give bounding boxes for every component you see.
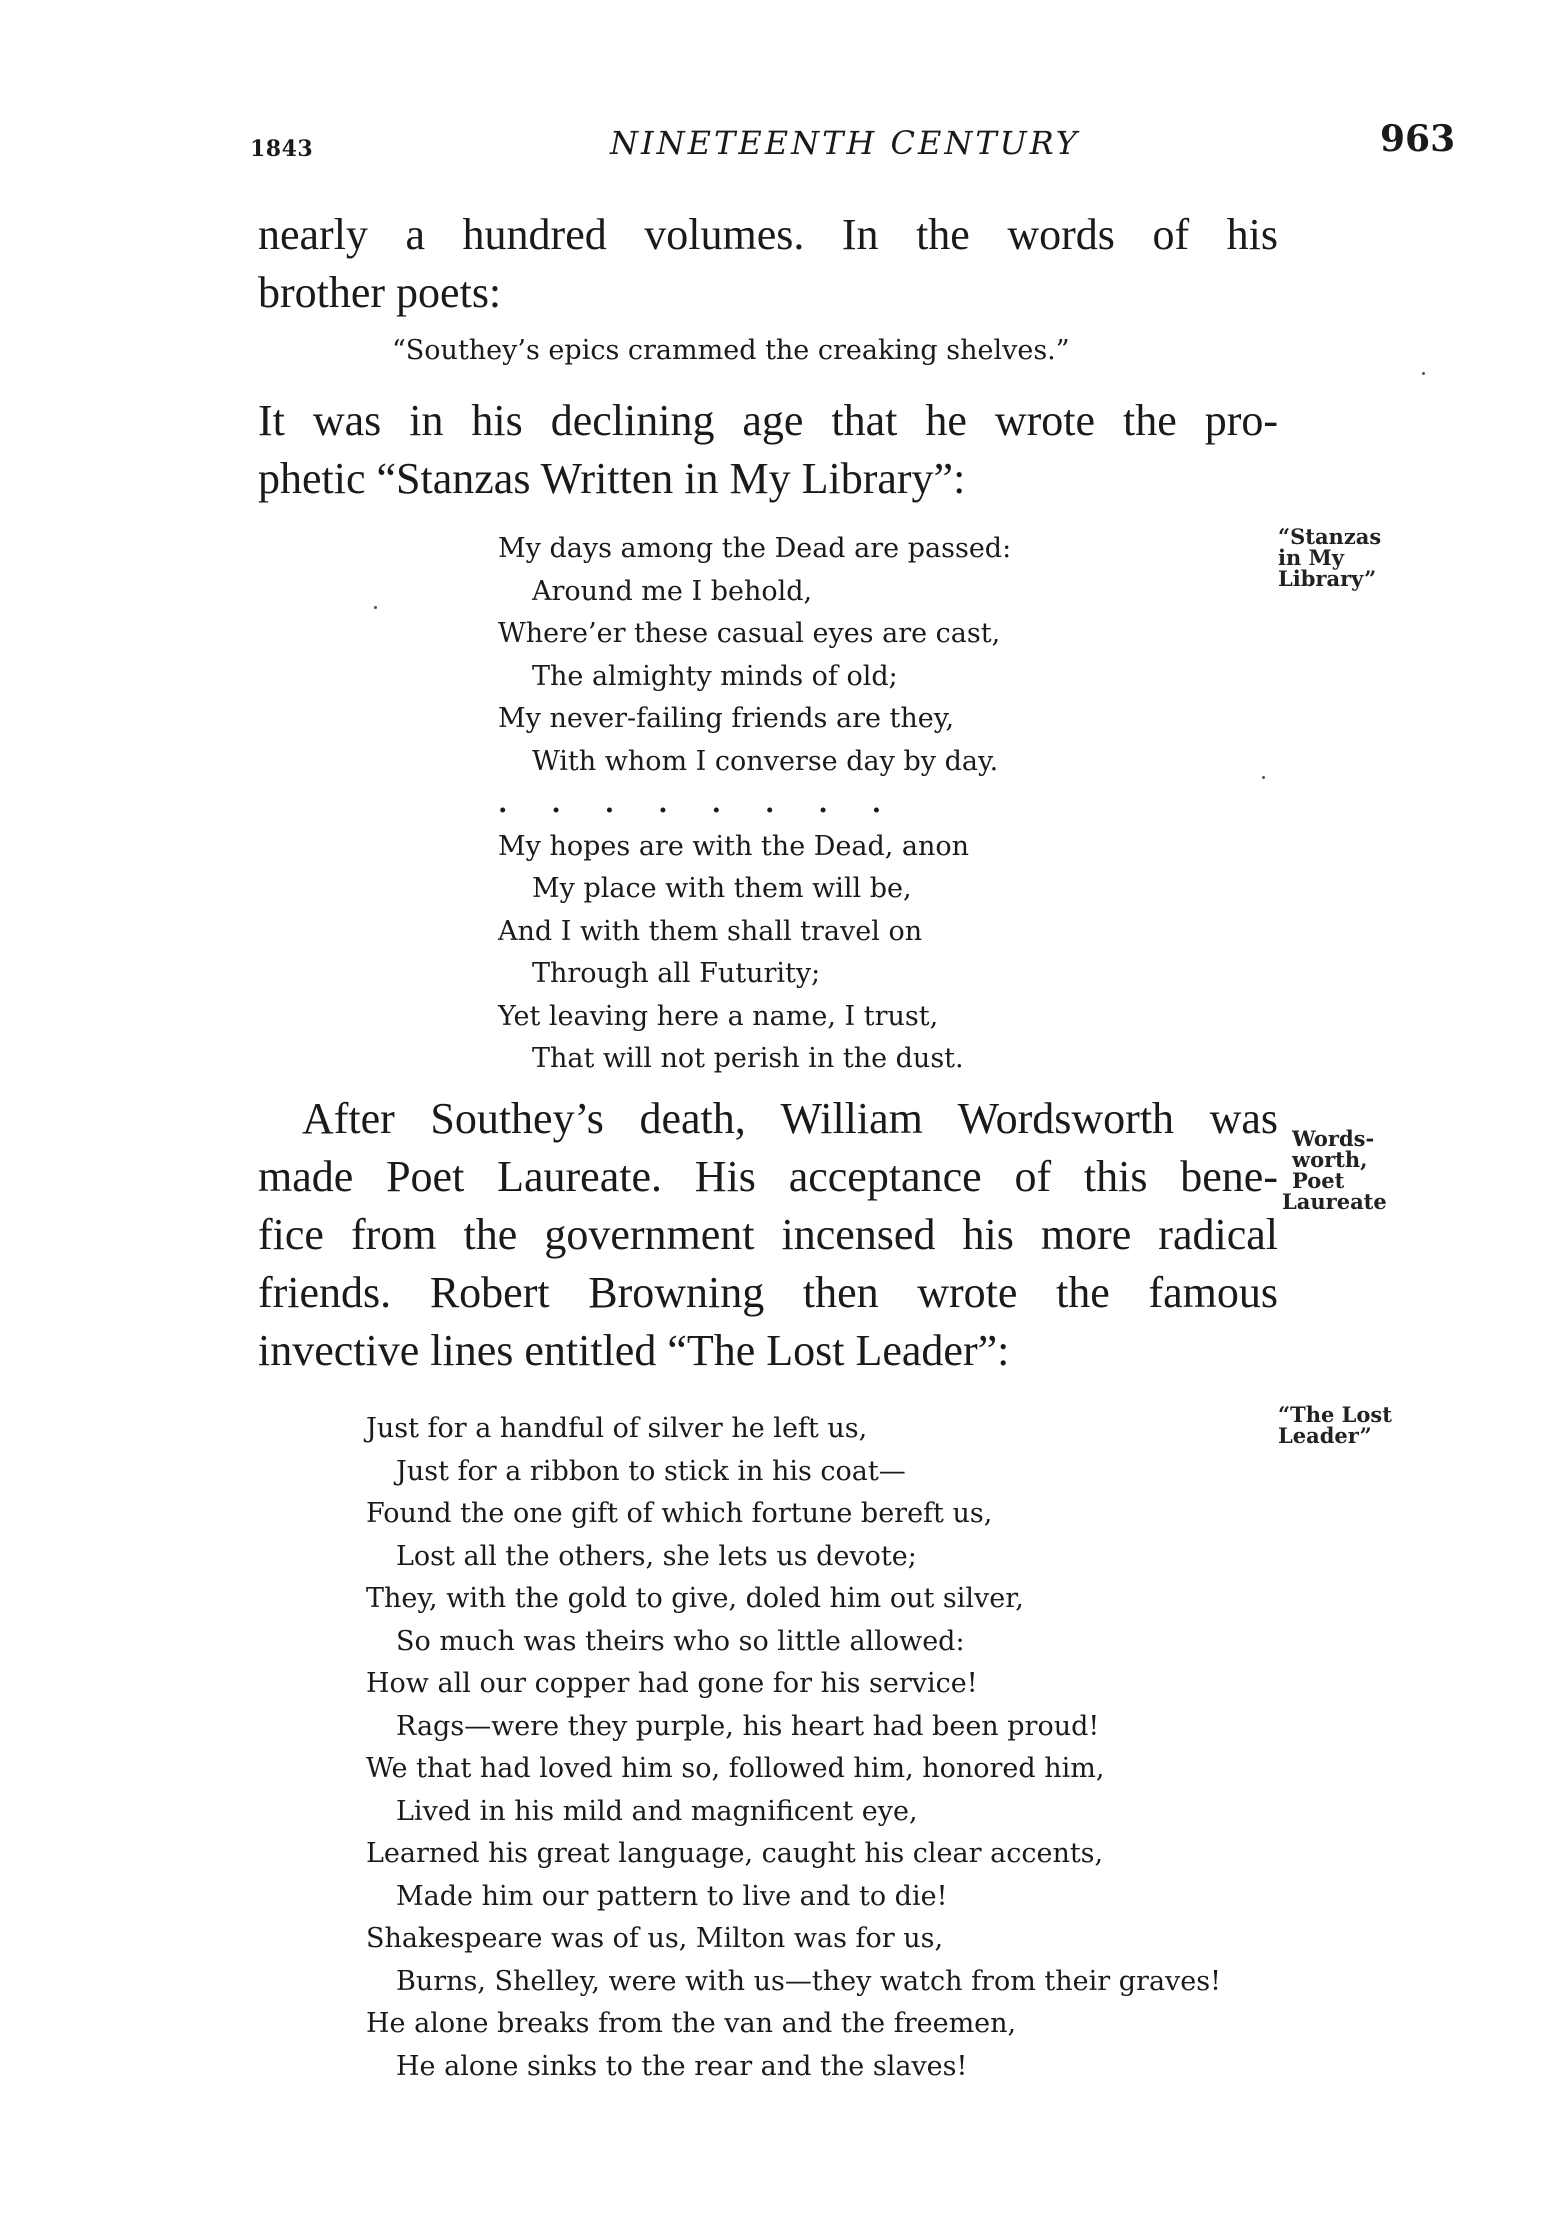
poem-line: Around me I behold, [532,575,813,607]
poem-line: Lived in his mild and magnificent eye, [396,1795,918,1827]
margin-note-lost-leader [1278,1404,1392,1446]
poem-line: My place with them will be, [532,873,912,904]
poem-line: Lost all the others, she lets us devote; [396,1540,917,1572]
poem-line: Learned his great language, caught his clear accents, [366,1838,1104,1869]
poem-line: He alone breaks from the van and the freemen, [366,2008,1017,2039]
poem-line: Where’er these casual eyes are cast, [498,618,1001,649]
paragraph-wordsworth [258,1090,1278,1380]
poem-line: Just for a ribbon to stick in his coat— [396,1455,906,1487]
poem-line: Through all Futurity; [532,958,821,989]
paragraph-stanzas-intro [258,392,1278,508]
poem-line: Just for a handful of silver he left us, [366,1413,868,1444]
margin-note-line: “The Lost [1278,1402,1392,1427]
print-speck [374,606,377,609]
text-line: fice from the government incensed his more radical [258,1210,1278,1259]
margin-note-line: “Stanzas [1278,524,1382,549]
poem-line: My hopes are with the Dead, anon [498,830,970,862]
poem-the-lost-leader [366,1408,1221,2088]
margin-note-stanzas [1278,526,1381,589]
text-line: phetic “Stanzas Written in My Library”: [258,454,966,503]
poem-line: Rags—were they purple, his heart had been proud! [396,1710,1100,1742]
poem-line: And I with them shall travel on [498,915,923,947]
poem-line: Found the one gift of which fortune bereft us, [366,1498,993,1529]
margin-note-line: Laureate [1282,1189,1387,1214]
margin-note-line: Leader” [1278,1423,1372,1448]
margin-note-line: Poet [1292,1168,1345,1193]
poem-line: How all our copper had gone for his service! [366,1668,978,1699]
text-line: friends. Robert Browning then wrote the famous [258,1268,1278,1317]
text-line: made Poet Laureate. His acceptance of this bene- [258,1152,1278,1201]
margin-note-line: in My [1278,545,1345,570]
poem-line: Shakespeare was of us, Milton was for us, [366,1923,944,1954]
margin-note-wordsworth [1282,1126,1387,1214]
poem-line: He alone sinks to the rear and the slaves! [396,2050,968,2082]
print-speck [1262,776,1265,779]
poem-line: With whom I converse day by day. [532,745,999,777]
poem-line: Made him our pattern to live and to die! [396,1880,948,1912]
text-line: brother poets: [258,268,502,317]
poem-line: Yet leaving here a name, I trust, [498,1000,939,1032]
poem-stanzas-in-my-library [498,528,1011,1081]
text-line: After Southey’s death, William Wordsworth was [302,1094,1278,1143]
poem-line: The almighty minds of old; [532,660,898,692]
block-quote: “Southey’s epics crammed the creaking shelves.” [392,335,1070,366]
running-head-title: NINETEENTH CENTURY [610,124,1080,162]
header-year: 1843 [250,136,314,162]
margin-note-line: Library” [1278,566,1377,591]
print-speck [1422,372,1425,375]
poem-line: Burns, Shelley, were with us—they watch from their graves! [396,1965,1221,1997]
ellipsis-dots: ........ [498,788,926,819]
poem-line: So much was theirs who so little allowed: [396,1625,965,1657]
text-line: It was in his declining age that he wrote the pro- [258,396,1278,445]
margin-note-line: Words- [1292,1126,1375,1151]
text-line: nearly a hundred volumes. In the words of his [258,210,1278,259]
paragraph-intro [258,206,1278,322]
poem-line: That will not perish in the dust. [532,1043,964,1074]
poem-line: My days among the Dead are passed: [498,533,1012,564]
text-line: invective lines entitled “The Lost Leader”: [258,1326,1010,1375]
poem-line: My never-failing friends are they, [498,703,955,734]
poem-line: They, with the gold to give, doled him out silver, [366,1583,1024,1614]
page-number: 963 [1380,118,1456,160]
poem-line: We that had loved him so, followed him, honored him, [366,1753,1105,1784]
margin-note-line: worth, [1292,1147,1368,1172]
